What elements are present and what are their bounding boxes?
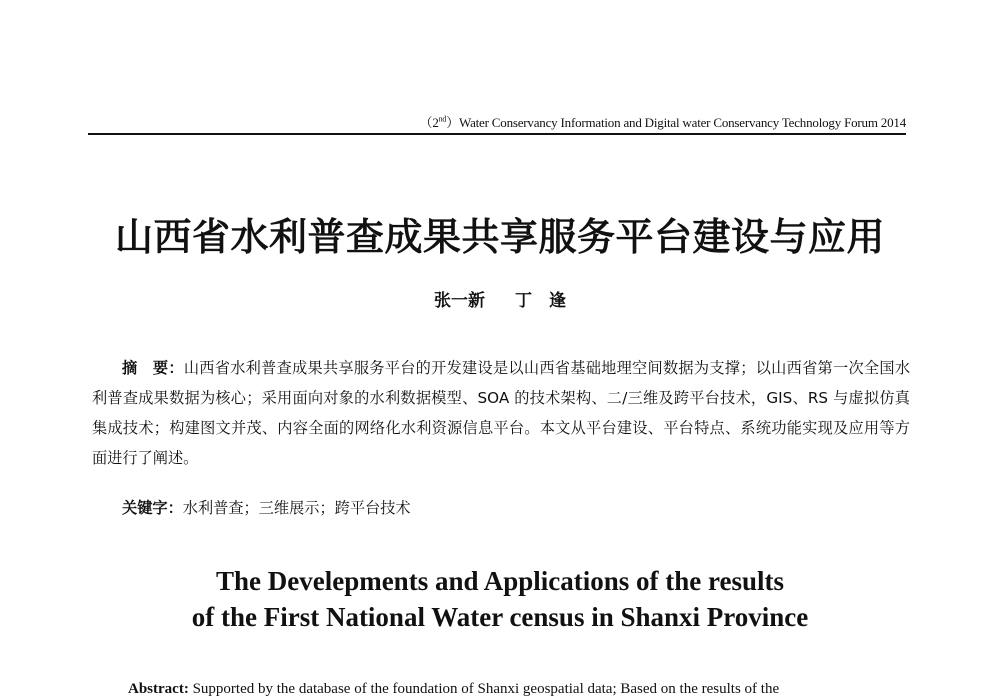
chinese-title: 山西省水利普查成果共享服务平台建设与应用 xyxy=(114,215,885,259)
chinese-abstract xyxy=(92,353,910,473)
english-abstract xyxy=(128,681,910,698)
english-abstract-text: Supported by the database of the foundation of Shanxi geospatial data; Based on the results of the xyxy=(188,681,780,697)
english-title-line-2: of the First National Water census in Shanxi Province xyxy=(191,602,809,632)
author-1: 张一新 xyxy=(434,291,486,311)
keywords-text: 水利普查；三维展示；跨平台技术 xyxy=(182,499,411,517)
chinese-abstract-text: 山西省水利普查成果共享服务平台的开发建设是以山西省基础地理空间数据为支撑；以山西省第一次全国水利普查成果数据为核心；采用面向对象的水利数据模型、SOA 的技术架构、二/三维及跨平台技术，GIS、RS 与虚拟仿真集成技术；构建图文并茂、内容全面的网络化水利资源信息平台。本文从平台建设、平台特点、系统功能实现及应用等方面进行了阐述。 xyxy=(92,359,911,467)
header-rule xyxy=(88,133,906,135)
english-title-line-1: The Develepments and Applications of the results xyxy=(215,566,785,596)
author-2: 丁 逢 xyxy=(514,291,566,311)
running-header xyxy=(88,112,906,131)
authors xyxy=(0,286,1000,311)
running-header-superscript: nd xyxy=(438,114,447,124)
keywords-label: 关键字： xyxy=(122,499,183,517)
running-header-prefix: （2 xyxy=(419,115,439,130)
running-header-text: ）Water Conservancy Information and Digital water Conservancy Technology Forum 2014 xyxy=(446,115,906,130)
english-abstract-label: Abstract: xyxy=(128,681,189,697)
chinese-keywords xyxy=(122,497,902,518)
chinese-abstract-label: 摘 要： xyxy=(122,359,184,377)
english-title xyxy=(0,563,1000,635)
